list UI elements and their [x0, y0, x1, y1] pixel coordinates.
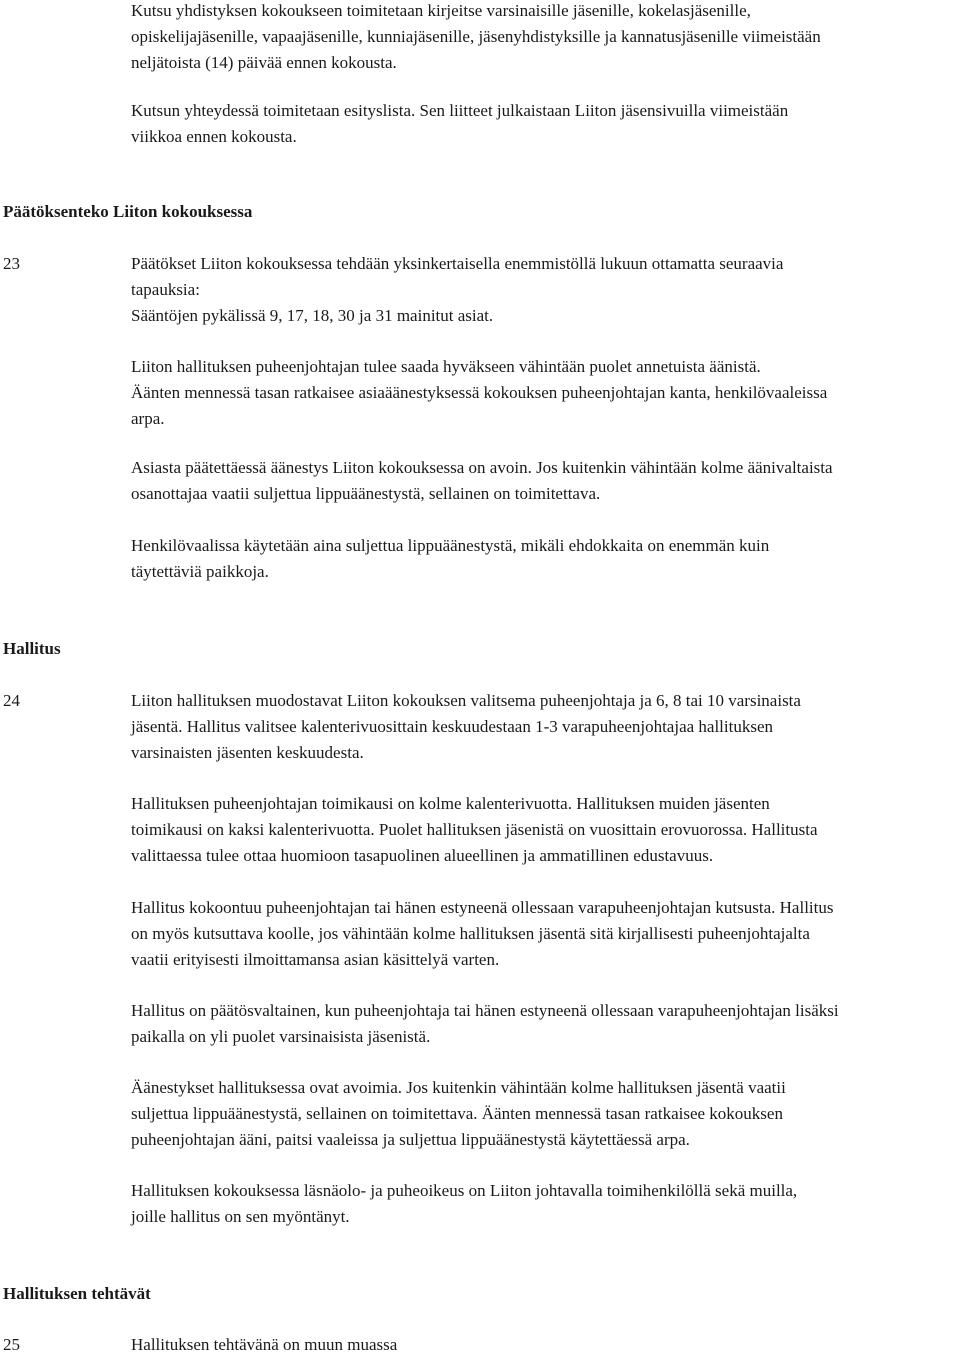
text-line: vaatii erityisesti ilmoittamansa asian käsittelyä varten.: [131, 950, 500, 969]
board-paragraph-1: [131, 688, 959, 766]
board-paragraph-3: [131, 895, 959, 973]
text-line: Sääntöjen pykälissä 9, 17, 18, 30 ja 31 mainitut asiat.: [131, 306, 494, 325]
board-paragraph-6: [131, 1178, 959, 1230]
text-line: jäsentä. Hallitus valitsee kalenterivuosittain keskuudestaan 1-3 varapuheenjohtajaa hallituksen: [131, 717, 774, 736]
intro-paragraph-2: [131, 98, 959, 150]
section-number: 24: [3, 691, 20, 710]
text-line: on myös kutsuttava koolle, jos vähintään kolme hallituksen jäsentä sitä kirjallisesti puheenjohtajalta: [131, 924, 810, 943]
text-line: Äänten mennessä tasan ratkaisee asiaäänestyksessä kokouksen puheenjohtajan kanta, henkilövaaleissa: [131, 383, 828, 402]
text-line: arpa.: [131, 409, 165, 428]
intro-paragraph-1: [131, 0, 959, 76]
text-line: suljettua lippuäänestystä, sellainen on toimitettava. Äänten mennessä tasan ratkaisee kokouksen: [131, 1104, 783, 1123]
text-line: tapauksia:: [131, 280, 200, 299]
board-paragraph-2: [131, 791, 959, 869]
text-line: Hallituksen puheenjohtajan toimikausi on kolme kalenterivuotta. Hallituksen muiden jäsenten: [131, 794, 770, 813]
board-paragraph-5: [131, 1075, 959, 1153]
decisions-paragraph-2: [131, 354, 959, 432]
text-line: valittaessa tulee ottaa huomioon tasapuolinen alueellinen ja ammatillinen edustavuus.: [131, 846, 714, 865]
board-paragraph-4: [131, 998, 959, 1050]
text-line: varsinaisten jäsenten keskuudesta.: [131, 743, 364, 762]
text-line: Henkilövaalissa käytetään aina suljettua lippuäänestystä, mikäli ehdokkaita on enemmän kuin: [131, 536, 770, 555]
decisions-paragraph-1: [131, 251, 959, 329]
text-line: Kutsu yhdistyksen kokoukseen toimitetaan kirjeitse varsinaisille jäsenille, kokelasjäsenille,: [131, 1, 751, 20]
text-line: puheenjohtajan ääni, paitsi vaaleissa ja suljettua lippuäänestystä käytettäessä arpa.: [131, 1130, 690, 1149]
decisions-paragraph-4: [131, 533, 959, 585]
text-line: joille hallitus on sen myöntänyt.: [131, 1207, 350, 1226]
decisions-paragraph-3: [131, 455, 959, 507]
text-line: Liiton hallituksen puheenjohtajan tulee saada hyväkseen vähintään puolet annetuista äänistä.: [131, 357, 761, 376]
text-line: Äänestykset hallituksessa ovat avoimia. Jos kuitenkin vähintään kolme hallituksen jäsentä vaatii: [131, 1078, 786, 1097]
text-line: viikkoa ennen kokousta.: [131, 127, 297, 146]
text-line: opiskelijajäsenille, vapaajäsenille, kunniajäsenille, jäsenyhdistyksille ja kannatusjäsenille viimeistään: [131, 27, 821, 46]
text-line: osanottajaa vaatii suljettua lippuäänestystä, sellainen on toimitettava.: [131, 484, 601, 503]
section-heading-board: Hallitus: [3, 639, 61, 658]
text-line: paikalla on yli puolet varsinaisista jäsenistä.: [131, 1027, 431, 1046]
section-heading-decisions: Päätöksenteko Liiton kokouksessa: [3, 202, 253, 221]
text-line: Hallituksen tehtävänä on muun muassa: [131, 1335, 398, 1354]
text-line: neljätoista (14) päivää ennen kokousta.: [131, 53, 397, 72]
tasks-paragraph-1: [131, 1332, 959, 1358]
section-heading-board-tasks: Hallituksen tehtävät: [3, 1284, 151, 1303]
text-line: Liiton hallituksen muodostavat Liiton kokouksen valitsema puheenjohtaja ja 6, 8 tai 10 varsinaista: [131, 691, 801, 710]
text-line: Hallitus on päätösvaltainen, kun puheenjohtaja tai hänen estyneenä ollessaan varapuheenjohtajan lisäksi: [131, 1001, 839, 1020]
text-line: Kutsun yhteydessä toimitetaan esityslista. Sen liitteet julkaistaan Liiton jäsensivuilla viimeistään: [131, 101, 789, 120]
section-number: 23: [3, 254, 20, 273]
text-line: Asiasta päätettäessä äänestys Liiton kokouksessa on avoin. Jos kuitenkin vähintään kolme äänivaltaista: [131, 458, 833, 477]
text-line: täytettäviä paikkoja.: [131, 562, 269, 581]
text-line: Hallituksen kokouksessa läsnäolo- ja puheoikeus on Liiton johtavalla toimihenkilöllä sekä muilla,: [131, 1181, 798, 1200]
text-line: Päätökset Liiton kokouksessa tehdään yksinkertaisella enemmistöllä lukuun ottamatta seuraavia: [131, 254, 784, 273]
text-line: toimikausi on kaksi kalenterivuotta. Puolet hallituksen jäsenistä on vuosittain erovuorossa. Hallitusta: [131, 820, 818, 839]
text-line: Hallitus kokoontuu puheenjohtajan tai hänen estyneenä ollessaan varapuheenjohtajan kutsusta. Hallitus: [131, 898, 834, 917]
section-number: 25: [3, 1335, 20, 1354]
